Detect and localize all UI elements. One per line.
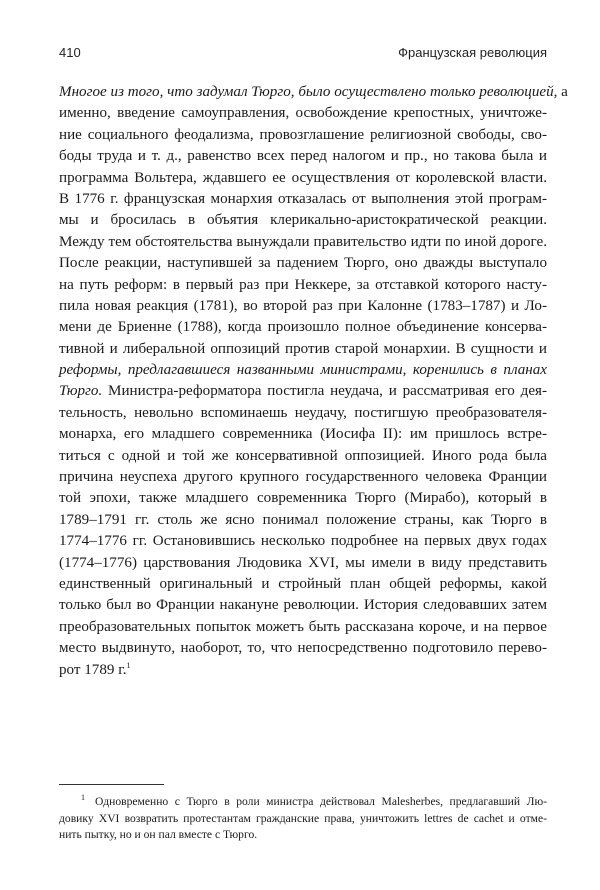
footnote-separator xyxy=(59,784,164,785)
italic-phrase: Многое из того, что задумал Тюрго, было осуществлено только революцией, xyxy=(59,84,558,100)
text-line: После реакции, наступившей за падением Тюрго, оно дважды выступало xyxy=(59,255,547,272)
footnote-marker: 1 xyxy=(81,793,85,803)
text-line: ние социального феодализма, провозглашение религиозной свободы, сво- xyxy=(59,126,547,143)
text-line: тивной и либеральной оппозиций против старой монархии. В сущности и xyxy=(59,340,547,357)
text-line: причина неуспеха другого крупного государственного человека Франции xyxy=(59,469,547,486)
text-line xyxy=(59,360,547,381)
footnote-line: довику XVI возвратить протестантам гражданские права, уничтожить lettres de cachet и отме- xyxy=(59,811,547,825)
text-line: рот 1789 г.$^1$ xyxy=(59,660,131,678)
running-title: Французская революция xyxy=(398,45,547,60)
text-line: единственный оригинальный и стройный план общей реформы, какой xyxy=(59,575,547,592)
footnote-reference[interactable]: 1 xyxy=(126,660,131,670)
text-line: 1789–1791 гг. столь же ясно понимал положение страны, как Тюрго в xyxy=(59,511,547,528)
text-line: Многое из того, что задумал Тюрго, было осуществлено только революцией, а xyxy=(59,84,568,100)
italic-phrase: реформы, предлагавшиеся названными министрами, коренились в планах xyxy=(59,362,547,379)
text-line: тельность, невольно вспоминаешь неудачу, постигшую преобразователя- xyxy=(59,404,547,421)
italic-phrase: Тюрго. xyxy=(59,383,103,400)
text-line: Тюрго. Министра-реформатора постигла неудача, и рассматривая его дея- xyxy=(59,383,547,400)
text-line: В 1776 г. французская монархия отказалась от выполнения этой програм- xyxy=(59,190,547,207)
footnote-line: $^1$ Одновременно с Тюрго в роли министра действовал Malesherbes, предлагавший Лю- xyxy=(81,793,547,808)
text-line: место выдвинуто, наоборот, то, что непосредственно подготовило перево- xyxy=(59,640,547,657)
text-line: пила новая реакция (1781), во второй раз при Калонне (1783–1787) и Ло- xyxy=(59,297,547,314)
text-line: боды труда и т. д., равенство всех перед налогом и пр., но такова была и xyxy=(59,148,547,165)
text-line: преобразовательных попыток можетъ быть рассказана короче, и на первое xyxy=(59,618,547,635)
footnote xyxy=(59,794,547,844)
text-line: программа Вольтера, ждавшего ее осуществления от королевской власти. xyxy=(59,169,547,186)
text-line: Между тем обстоятельства вынуждали правительство идти по иной дороге. xyxy=(59,233,547,250)
text-line: мени де Бриенне (1788), когда произошло полное объединение консерва- xyxy=(59,319,547,336)
main-paragraph xyxy=(59,82,568,681)
text-line: 1774–1776 гг. Остановившись несколько подробнее на первых двух годах xyxy=(59,533,547,550)
text-line: титься с одной и той же консервативной оппозицией. Иного рода была xyxy=(59,447,547,464)
running-header xyxy=(59,43,547,63)
text-line: монарха, его младшего современника (Иосифа II): им пришлось встре- xyxy=(59,426,547,443)
text-line: (1774–1776) царствования Людовика XVI, мы имели в виду представить xyxy=(59,554,547,571)
text-line: на путь реформ: в первый раз при Неккере, за отставкой которого насту- xyxy=(59,276,547,293)
text-line: именно, введение самоуправления, освобождение крепостных, уничтоже- xyxy=(59,105,547,122)
footnote-line: нить пытку, но и он пал вместе с Тюрго. xyxy=(59,828,258,841)
text-line: той эпохи, также младшего современника Тюрго (Мирабо), который в xyxy=(59,490,547,507)
text-line: только был во Франции накануне революции. История следовавших затем xyxy=(59,597,547,614)
page-number: 410 xyxy=(59,45,81,60)
text-line: мы и бросилась в объятия клерикально-аристократической реакции. xyxy=(59,212,547,229)
